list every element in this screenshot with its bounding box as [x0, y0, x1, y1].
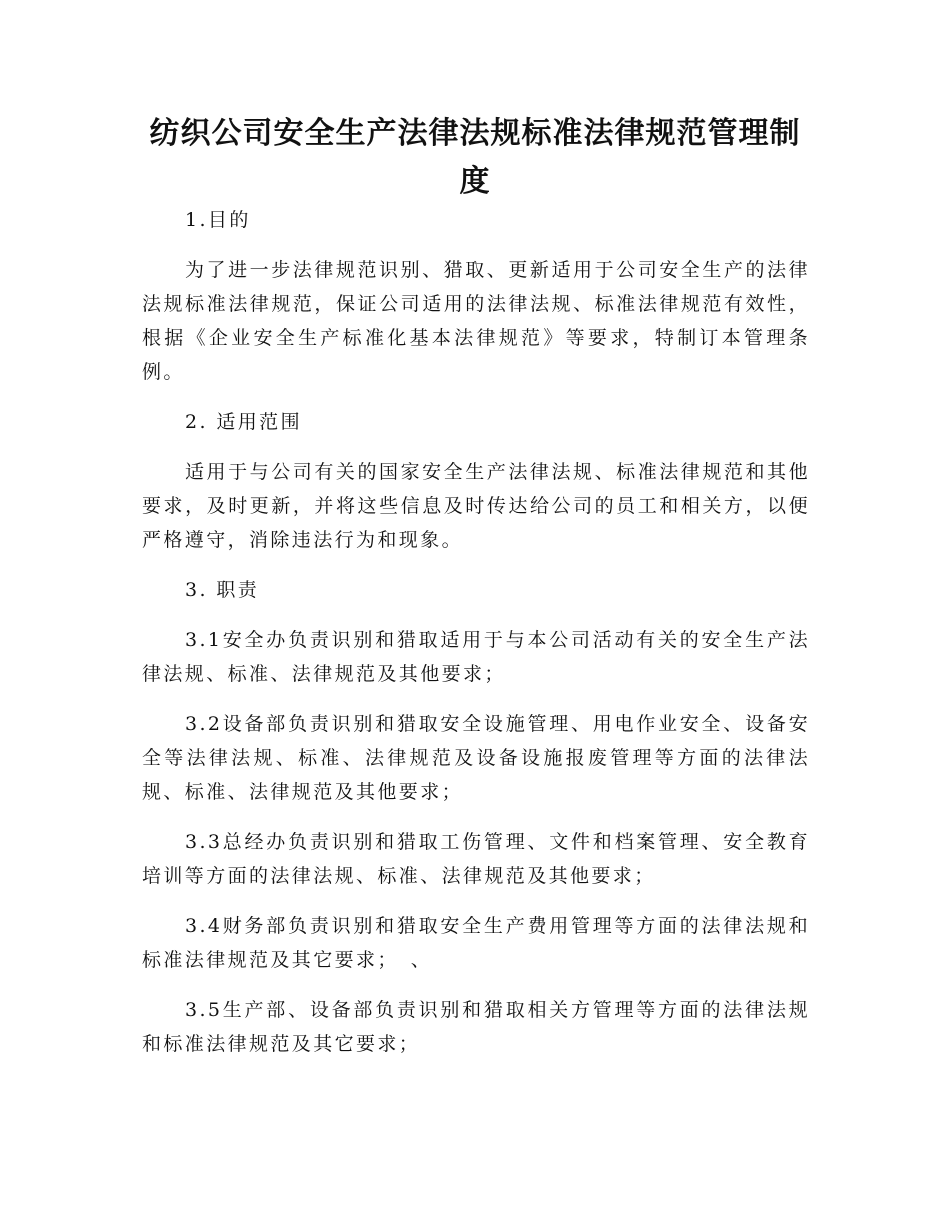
scope-paragraph: 适用于与公司有关的国家安全生产法律法规、标准法律规范和其他要求，及时更新，并将这些信息及时传达给公司的员工和相关方，以便严格遵守，消除违法行为和现象。	[142, 461, 810, 551]
section-heading-purpose: 1.目的	[185, 209, 251, 231]
responsibility-item: 3.5生产部、设备部负责识别和猎取相关方管理等方面的法律法规和标准法律规范及其它要求；	[142, 999, 810, 1055]
document-title: 纺织公司安全生产法律法规标准法律规范管理制度	[149, 116, 801, 199]
section-heading-responsibilities: 3. 职责	[185, 579, 260, 601]
responsibility-item: 3.3总经办负责识别和猎取工伤管理、文件和档案管理、安全教育培训等方面的法律法规、标准、法律规范及其他要求；	[142, 831, 810, 887]
responsibility-item: 3.1安全办负责识别和猎取适用于与本公司活动有关的安全生产法律法规、标准、法律规范及其他要求；	[142, 629, 810, 685]
section-heading-scope: 2. 适用范围	[185, 411, 302, 433]
document-body	[142, 203, 810, 1077]
responsibility-item: 3.2设备部负责识别和猎取安全设施管理、用电作业安全、设备安全等法律法规、标准、法律规范及设备设施报废管理等方面的法律法规、标准、法律规范及其他要求；	[142, 713, 810, 803]
purpose-paragraph: 为了进一步法律规范识别、猎取、更新适用于公司安全生产的法律法规标准法律规范，保证公司适用的法律法规、标准法律规范有效性，根据《企业安全生产标准化基本法律规范》等要求，特制订本管理条例。	[142, 259, 810, 383]
responsibility-item: 3.4财务部负责识别和猎取安全生产费用管理等方面的法律法规和标准法律规范及其它要求； 、	[142, 915, 810, 971]
